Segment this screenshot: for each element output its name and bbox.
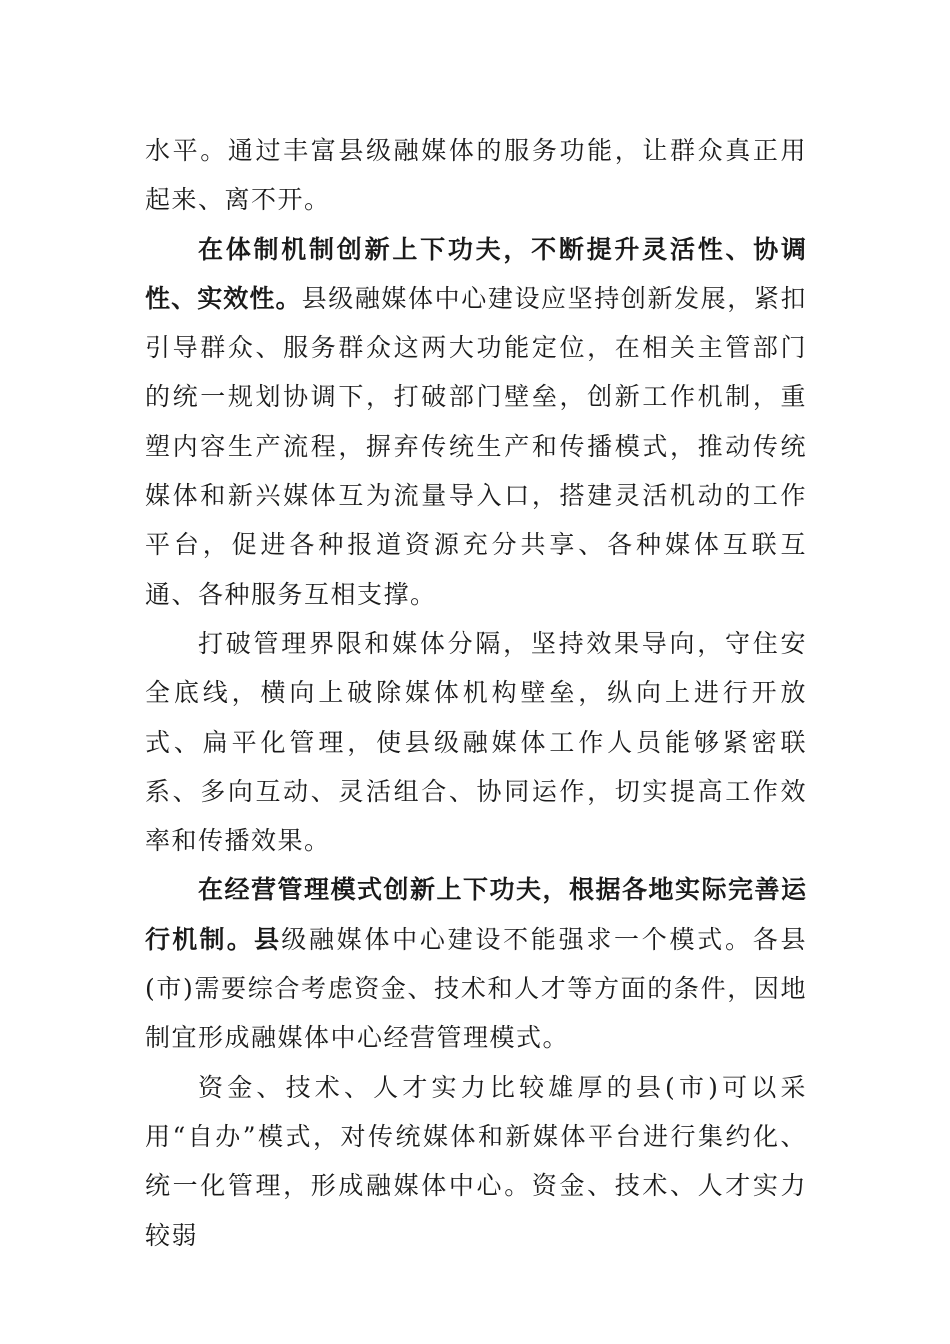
paragraph-3-text: 打破管理界限和媒体分隔，坚持效果导向，守住安全底线，横向上破除媒体机构壁垒，纵向上进行开放式、扁平化管理，使县级融媒体工作人员能够紧密联系、多向互动、灵活组合、协同运作，切实提高工作效率和传播效果。 — [145, 628, 807, 856]
paragraph-1-text: 水平。通过丰富县级融媒体的服务功能，让群众真正用起来、离不开。 — [145, 136, 807, 215]
paragraph-1 — [145, 126, 807, 225]
paragraph-4-text: 级融媒体中心建设不能强求一个模式。各县(市)需要综合考虑资金、技术和人才等方面的条件，因地制宜形成融媒体中心经营管理模式。 — [145, 924, 807, 1053]
paragraph-5-text: 资金、技术、人才实力比较雄厚的县(市)可以采用“自办”模式，对传统媒体和新媒体平台进行集约化、统一化管理，形成融媒体中心。资金、技术、人才实力较弱 — [145, 1072, 807, 1250]
paragraph-3 — [145, 619, 807, 865]
paragraph-2 — [145, 225, 807, 619]
paragraph-4 — [145, 865, 807, 1062]
paragraph-2-lead: 在体制机制创新上下功夫，不断提升灵活性、协调性、实效性。 — [145, 234, 807, 313]
paragraph-4-lead: 在经营管理模式创新上下功夫，根据各地实际完善运行机制。县 — [145, 875, 807, 954]
body-text — [145, 126, 807, 1260]
paragraph-5 — [145, 1063, 807, 1260]
paragraph-2-text: 县级融媒体中心建设应坚持创新发展，紧扣引导群众、服务群众这两大功能定位，在相关主管部门的统一规划协调下，打破部门壁垒，创新工作机制，重塑内容生产流程，摒弃传统生产和传播模式，推动传统媒体和新兴媒体互为流量导入口，搭建灵活机动的工作平台，促进各种报道资源充分共享、各种媒体互联互通、各种服务互相支撑。 — [145, 283, 807, 609]
